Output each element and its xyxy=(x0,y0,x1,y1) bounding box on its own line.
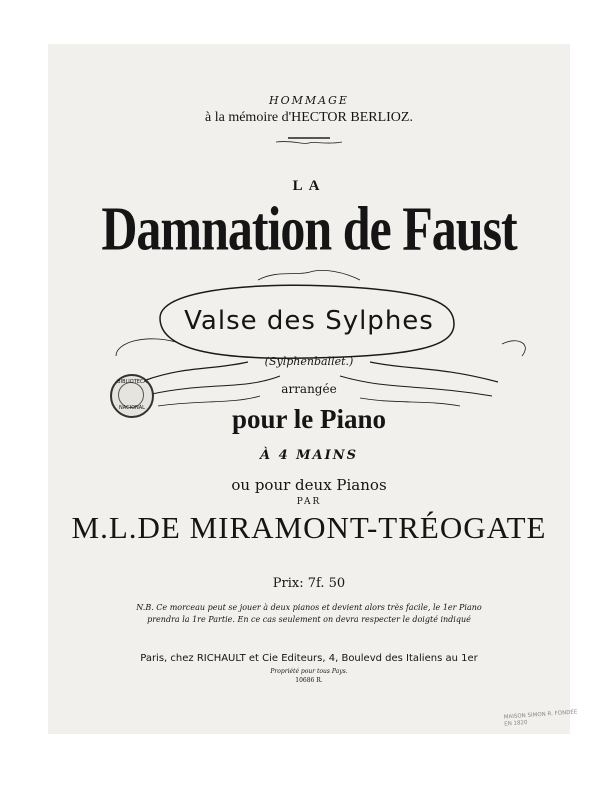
subtitle-valse: Valse des Sylphes xyxy=(184,306,434,336)
publisher-address: Paris, chez RICHAULT et Cie Editeurs, 4, Boulevd des Italiens au 1er xyxy=(140,653,478,664)
maison-stamp: MAISON SIMON R. FONDÉE EN 1820 xyxy=(503,709,578,728)
note-line-2: prendra la 1re Partie. En ce cas seulement on devra respecter le doigté indiqué xyxy=(147,615,471,624)
note-line-1: N.B. Ce morceau peut se jouer à deux pianos et devient alors très facile, le 1er Piano xyxy=(136,603,482,612)
library-stamp-icon xyxy=(110,374,154,418)
stamp-bottom-text: NACIONAL xyxy=(119,405,145,411)
four-hands-text: À 4 MAINS xyxy=(259,448,358,463)
two-pianos-text: ou pour deux Pianos xyxy=(231,476,387,494)
main-title: Damnation de Faust xyxy=(101,193,517,264)
pour-le-piano-text: pour le Piano xyxy=(231,404,387,434)
stamp-top-text: BIBLIOTECA xyxy=(117,379,147,385)
hommage-text: HOMMAGE xyxy=(269,94,349,107)
title-article: LA xyxy=(292,178,326,194)
subtitle-sylphenballet: (Sylphenballet.) xyxy=(264,355,354,368)
par-text: PAR xyxy=(296,497,322,507)
composer-name: M.L.DE MIRAMONT-TRÉOGATE xyxy=(71,510,547,545)
sheet-music-page xyxy=(48,44,570,734)
dedication-text: à la mémoire d'HECTOR BERLIOZ. xyxy=(205,110,413,125)
plate-number: 10686 R. xyxy=(295,677,323,684)
price-text: Prix: 7f. 50 xyxy=(272,576,346,591)
arrangee-text: arrangée xyxy=(281,382,337,396)
propriete-text: Propriété pour tous Pays. xyxy=(270,668,348,675)
